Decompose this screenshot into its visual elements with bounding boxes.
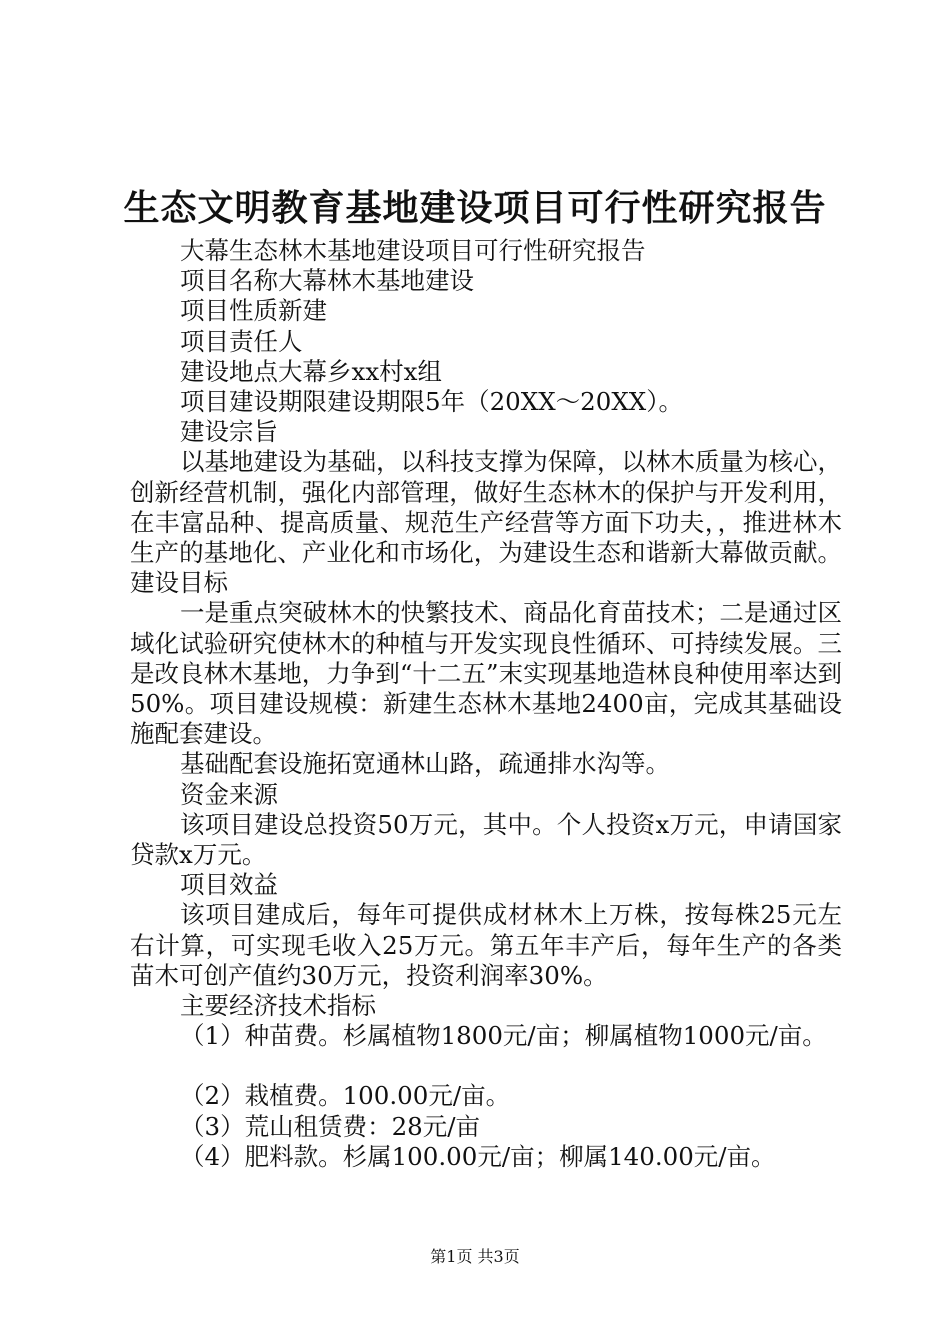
- document-title: 生态文明教育基地建设项目可行性研究报告: [123, 187, 827, 229]
- line-purpose-heading: 建设宗旨: [180, 417, 278, 447]
- line-indicators-heading: 主要经济技术指标: [180, 991, 376, 1021]
- line-location: 建设地点大幕乡xx村x组: [180, 356, 442, 386]
- line-report-name: 大幕生态林木基地建设项目可行性研究报告: [180, 236, 646, 265]
- paragraph-goals: 一是重点突破林木的快繁技术、商品化育苗技术；二是通过区域化试验研究使林木的种植与开发实现良性循环、可持续发展。三是改良林木基地，力争到“十二五”末实现基地造林良种使用率达到50%。项目建设规模：新建生态林木基地2400亩，完成其基础设施配套建设。: [130, 598, 842, 749]
- indicator-item-1: （1）种苗费。杉属植物1800元/亩；柳属植物1000元/亩。: [180, 1021, 827, 1051]
- spacer: [130, 1051, 842, 1081]
- line-infrastructure: 基础配套设施拓宽通林山路，疏通排水沟等。: [180, 749, 670, 779]
- paragraph-benefit: 该项目建成后，每年可提供成材林木上万株，按每株25元左右计算，可实现毛收入25万元。第五年丰产后，每年生产的各类苗木可创产值约30万元，投资利润率30%。: [130, 900, 842, 990]
- indicator-item-4: （4）肥料款。杉属100.00元/亩；柳属140.00元/亩。: [180, 1141, 776, 1171]
- line-project-owner: 项目责任人: [180, 326, 303, 356]
- line-period: 项目建设期限建设期限5年（20XX～20XX）。: [180, 387, 683, 417]
- document-body: [130, 236, 842, 1172]
- line-project-nature: 项目性质新建: [180, 296, 327, 326]
- indicator-item-3: （3）荒山租赁费：28元/亩: [180, 1111, 481, 1141]
- paragraph-funding: 该项目建设总投资50万元，其中。个人投资x万元，申请国家贷款x万元。: [130, 809, 842, 870]
- indicator-item-2: （2）栽植费。100.00元/亩。: [180, 1081, 511, 1111]
- line-benefit-heading: 项目效益: [180, 870, 278, 900]
- line-project-name: 项目名称大幕林木基地建设: [180, 266, 474, 296]
- page-footer: 第1页 共3页: [430, 1247, 520, 1266]
- line-funding-heading: 资金来源: [180, 779, 278, 809]
- paragraph-purpose: 以基地建设为基础，以科技支撑为保障，以林木质量为核心，创新经营机制，强化内部管理，做好生态林木的保护与开发利用，在丰富品种、提高质量、规范生产经营等方面下功夫，，推进林木生产的基地化、产业化和市场化，为建设生态和谐新大幕做贡献。建设目标: [130, 447, 842, 598]
